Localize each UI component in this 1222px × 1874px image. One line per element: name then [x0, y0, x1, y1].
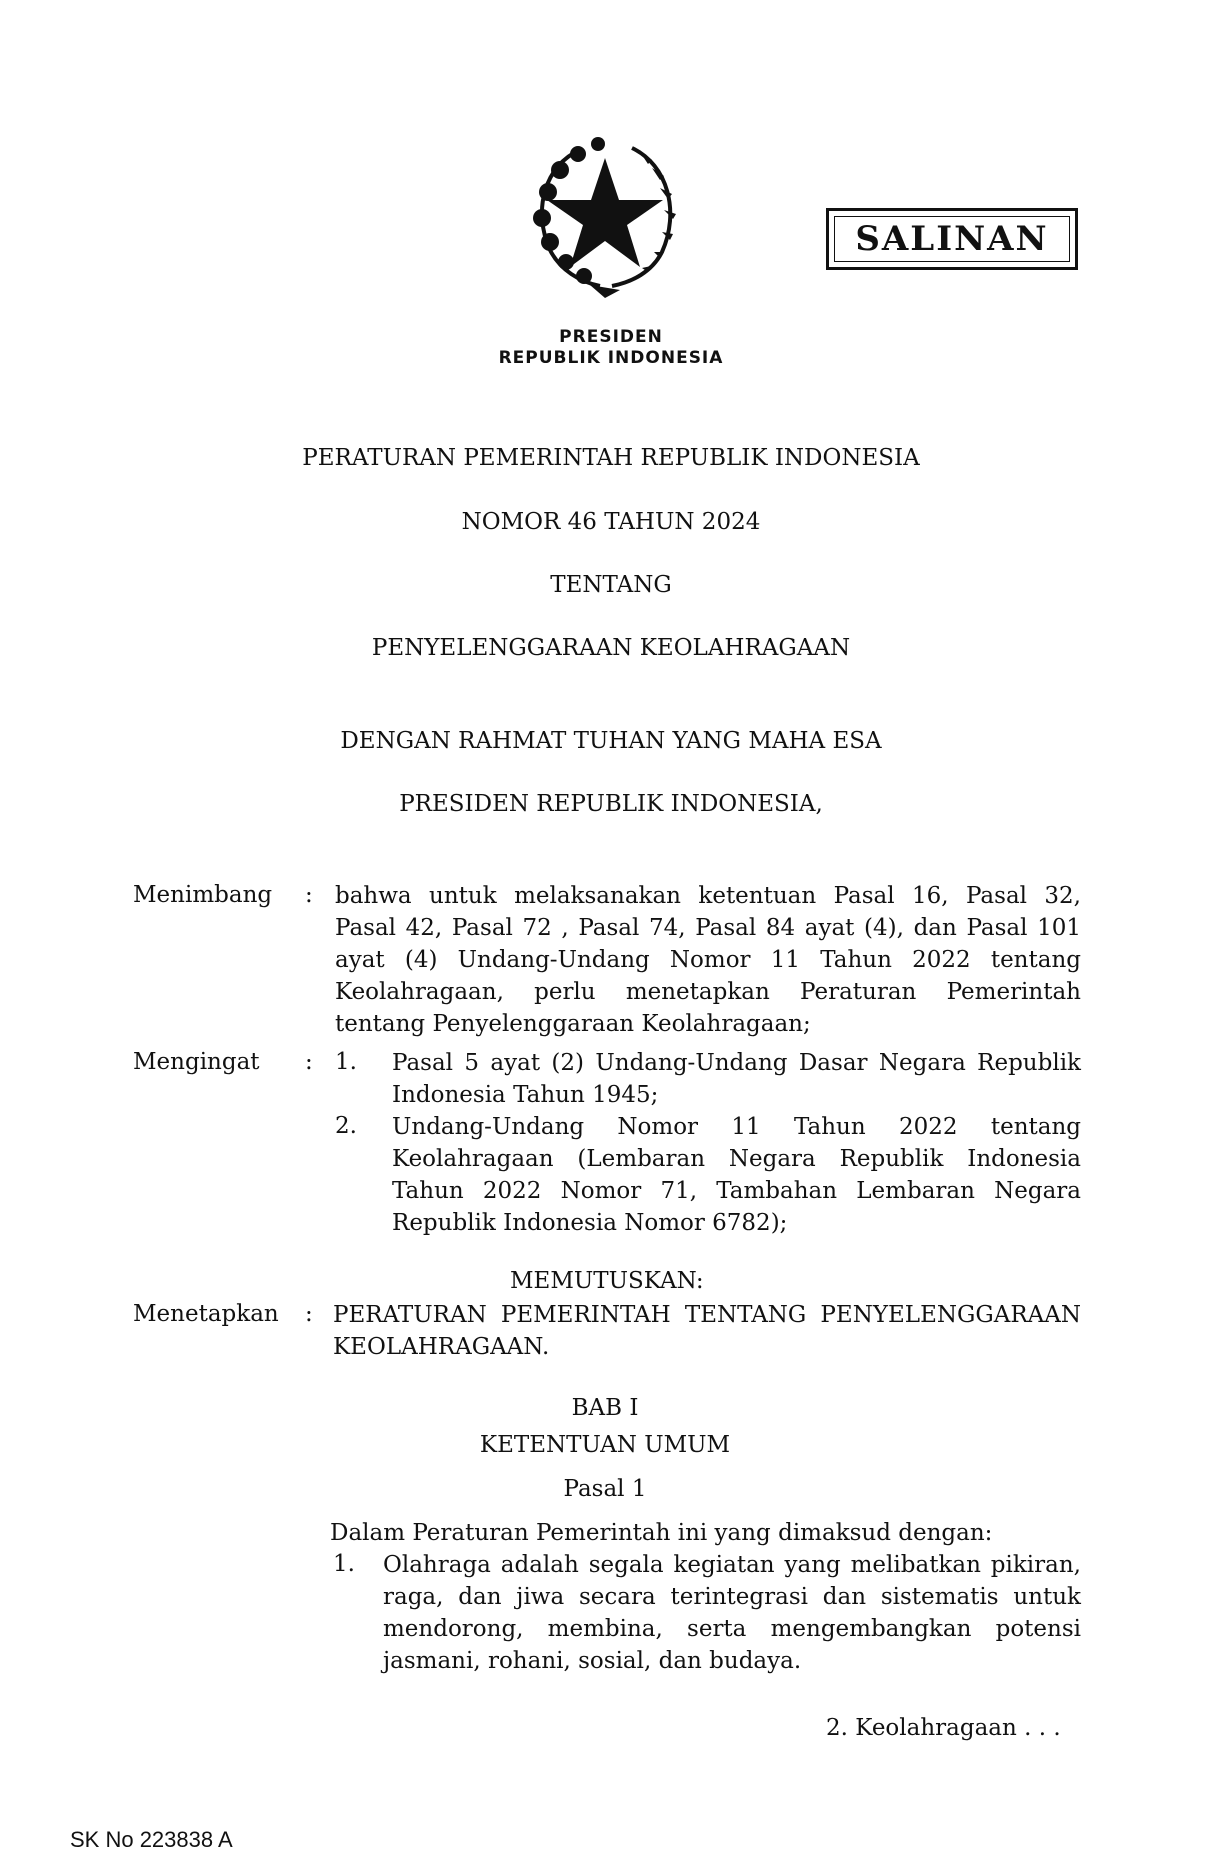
chapter-title: KETENTUAN UMUM — [479, 1432, 731, 1458]
footer-code: SK No 223838 A — [70, 1827, 233, 1852]
regulation-number: NOMOR 46 TAHUN 2024 — [461, 509, 761, 535]
menetapkan-colon: : — [305, 1301, 313, 1327]
mengingat-line: Undang-Undang Nomor 11 Tahun 2022 tentang — [392, 1114, 1081, 1140]
regulation-subject: PENYELENGGARAAN KEOLAHRAGAAN — [371, 635, 851, 661]
menimbang-line: Pasal 42, Pasal 72 , Pasal 74, Pasal 84 ayat (4), dan Pasal 101 — [335, 915, 1081, 941]
menimbang-line: Keolahragaan, perlu menetapkan Peraturan Pemerintah — [335, 979, 1081, 1005]
menimbang-text — [335, 880, 1081, 1040]
menimbang-line: ayat (4) Undang-Undang Nomor 11 Tahun 2022 tentang — [335, 947, 1081, 973]
chapter-number: BAB I — [571, 1395, 639, 1421]
mengingat-line: Keolahragaan (Lembaran Negara Republik Indonesia — [392, 1146, 1081, 1172]
salinan-stamp — [826, 208, 1078, 270]
mengingat-colon: : — [305, 1049, 313, 1075]
mengingat-item-number: 1. — [335, 1049, 357, 1075]
definition-line: mendorong, membina, serta mengembangkan potensi — [383, 1616, 1081, 1642]
issuer-line: PRESIDEN REPUBLIK INDONESIA, — [399, 791, 823, 817]
menetapkan-label: Menetapkan — [133, 1301, 279, 1327]
office-line-1: PRESIDEN — [559, 327, 663, 347]
memutuskan-heading: MEMUTUSKAN: — [510, 1268, 704, 1294]
preamble-line: DENGAN RAHMAT TUHAN YANG MAHA ESA — [340, 728, 882, 754]
definition-line: raga, dan jiwa secara terintegrasi dan sistematis untuk — [383, 1584, 1081, 1610]
menetapkan-line: KEOLAHRAGAAN. — [333, 1334, 550, 1360]
article-heading: Pasal 1 — [563, 1476, 647, 1502]
regulation-tentang: TENTANG — [550, 572, 672, 598]
mengingat-line: Indonesia Tahun 1945; — [392, 1082, 659, 1108]
menetapkan-line: PERATURAN PEMERINTAH TENTANG PENYELENGGARAAN — [333, 1302, 1081, 1328]
menetapkan-text — [333, 1299, 1081, 1363]
menimbang-line: bahwa untuk melaksanakan ketentuan Pasal 16, Pasal 32, — [335, 883, 1081, 909]
definition-item-1 — [383, 1549, 1081, 1677]
mengingat-label: Mengingat — [133, 1049, 260, 1075]
mengingat-item-1 — [392, 1047, 1081, 1111]
salinan-stamp-text: SALINAN — [834, 216, 1070, 262]
definition-line: Olahraga adalah segala kegiatan yang melibatkan pikiran, — [383, 1552, 1081, 1578]
menimbang-label: Menimbang — [133, 882, 273, 908]
menimbang-line: tentang Penyelenggaraan Keolahragaan; — [335, 1011, 811, 1037]
mengingat-item-number: 2. — [335, 1113, 357, 1139]
menimbang-colon: : — [305, 882, 313, 908]
article-intro: Dalam Peraturan Pemerintah ini yang dimaksud dengan: — [330, 1520, 993, 1546]
definition-line: jasmani, rohani, sosial, dan budaya. — [383, 1648, 802, 1674]
presidential-emblem-icon — [520, 130, 690, 300]
definition-number: 1. — [333, 1551, 355, 1577]
mengingat-line: Republik Indonesia Nomor 6782); — [392, 1210, 788, 1236]
mengingat-line: Pasal 5 ayat (2) Undang-Undang Dasar Negara Republik — [392, 1050, 1081, 1076]
office-line-2: REPUBLIK INDONESIA — [498, 348, 724, 368]
mengingat-line: Tahun 2022 Nomor 71, Tambahan Lembaran Negara — [392, 1178, 1081, 1204]
mengingat-item-2 — [392, 1111, 1081, 1239]
continuation-marker: 2. Keolahragaan . . . — [826, 1715, 1061, 1741]
regulation-title: PERATURAN PEMERINTAH REPUBLIK INDONESIA — [302, 445, 920, 471]
